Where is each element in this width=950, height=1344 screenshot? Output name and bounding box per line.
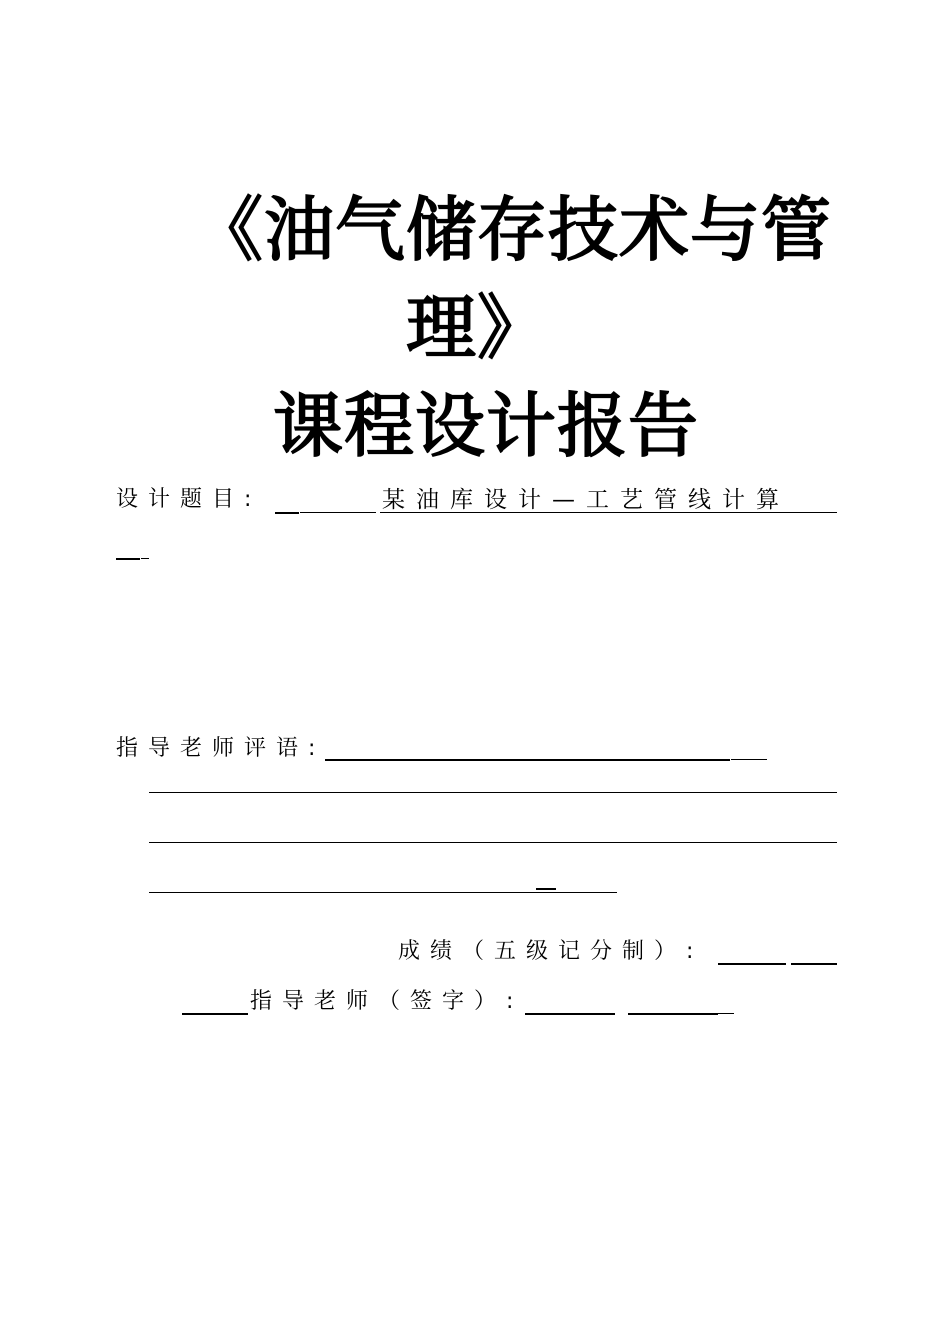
comment-line-4 (149, 892, 617, 893)
teacher-comment-label: 指导老师评语: (116, 736, 326, 761)
topic-blank-lead (300, 512, 376, 513)
signature-blank-2 (628, 1013, 718, 1015)
topic-underline-continued (116, 558, 140, 560)
grade-blank-1 (718, 963, 786, 965)
report-title-line-2: 理》 (406, 287, 548, 369)
design-topic-value: 某油库设计—工艺管线计算 (382, 487, 790, 513)
report-title-line-1: 《油气储存技术与管 (193, 189, 832, 271)
report-subtitle: 课程设计报告 (273, 385, 699, 467)
comment-line-4-mark (536, 888, 556, 890)
topic-blank-short (275, 512, 299, 514)
comment-line-3 (149, 842, 837, 843)
signature-blank-tail (718, 1013, 734, 1014)
comment-line-2 (149, 792, 837, 793)
comment-line-1 (325, 759, 730, 761)
signature-label: 指导老师（签字）: (250, 989, 524, 1014)
comment-line-1-tail (731, 759, 767, 760)
topic-underline (380, 512, 837, 513)
grade-blank-2 (791, 963, 837, 965)
grade-label: 成绩（五级记分制）: (398, 939, 704, 964)
signature-blank-1 (525, 1013, 615, 1015)
signature-lead-blank (182, 1013, 248, 1015)
topic-underline-tail (141, 558, 149, 559)
design-topic-label: 设计题目: (116, 487, 262, 512)
